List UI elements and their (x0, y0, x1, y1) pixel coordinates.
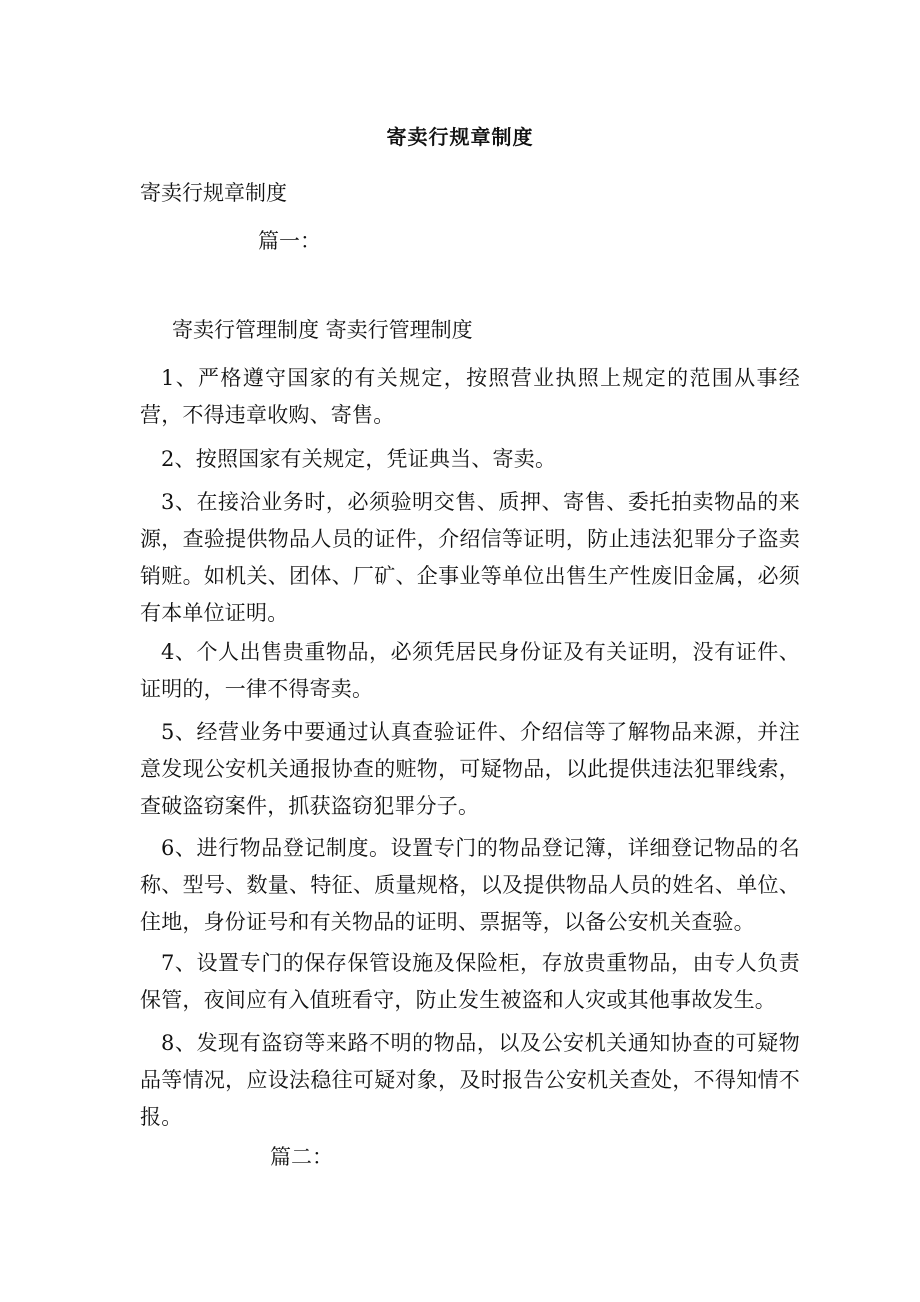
rule-2: 2、按照国家有关规定，凭证典当、寄卖。 (161, 447, 557, 471)
rule-4: 4、个人出售贵重物品，必须凭居民身份证及有关证明，没有证件、证明的，一律不得寄卖。 (140, 640, 800, 701)
rule-6: 6、进行物品登记制度。设置专门的物品登记簿，详细登记物品的名称、型号、数量、特征、质量规格，以及提供物品人员的姓名、单位、住地，身份证号和有关物品的证明、票据等，以备公安机关查验。 (140, 836, 800, 934)
rule-7: 7、设置专门的保存保管设施及保险柜，存放贵重物品，由专人负责保管，夜间应有入值班看守，防止发生被盗和人灾或其他事故发生。 (140, 951, 800, 1012)
document-title: 寄卖行规章制度 (386, 125, 534, 149)
rule-8: 8、发现有盗窃等来路不明的物品，以及公安机关通知协查的可疑物品等情况，应设法稳往可疑对象，及时报告公安机关查处，不得知情不报。 (140, 1031, 800, 1129)
section-one-title: 寄卖行管理制度 寄卖行管理制度 (172, 318, 473, 342)
section-two-heading: 篇二： (270, 1145, 333, 1169)
rule-5: 5、经营业务中要通过认真查验证件、介绍信等了解物品来源，并注意发现公安机关通报协查的赃物，可疑物品，以此提供违法犯罪线索，查破盗窃案件，抓获盗窃犯罪分子。 (140, 720, 800, 818)
document-subtitle: 寄卖行规章制度 (140, 181, 287, 205)
rule-1: 1、严格遵守国家的有关规定，按照营业执照上规定的范围从事经营，不得违章收购、寄售。 (140, 366, 800, 427)
rule-3: 3、在接洽业务时，必须验明交售、质押、寄售、委托拍卖物品的来源，查验提供物品人员的证件，介绍信等证明，防止违法犯罪分子盗卖销赃。如机关、团体、厂矿、企事业等单位出售生产性废旧金属，必须有本单位证明。 (140, 490, 800, 625)
section-one-heading: 篇一： (258, 229, 321, 253)
